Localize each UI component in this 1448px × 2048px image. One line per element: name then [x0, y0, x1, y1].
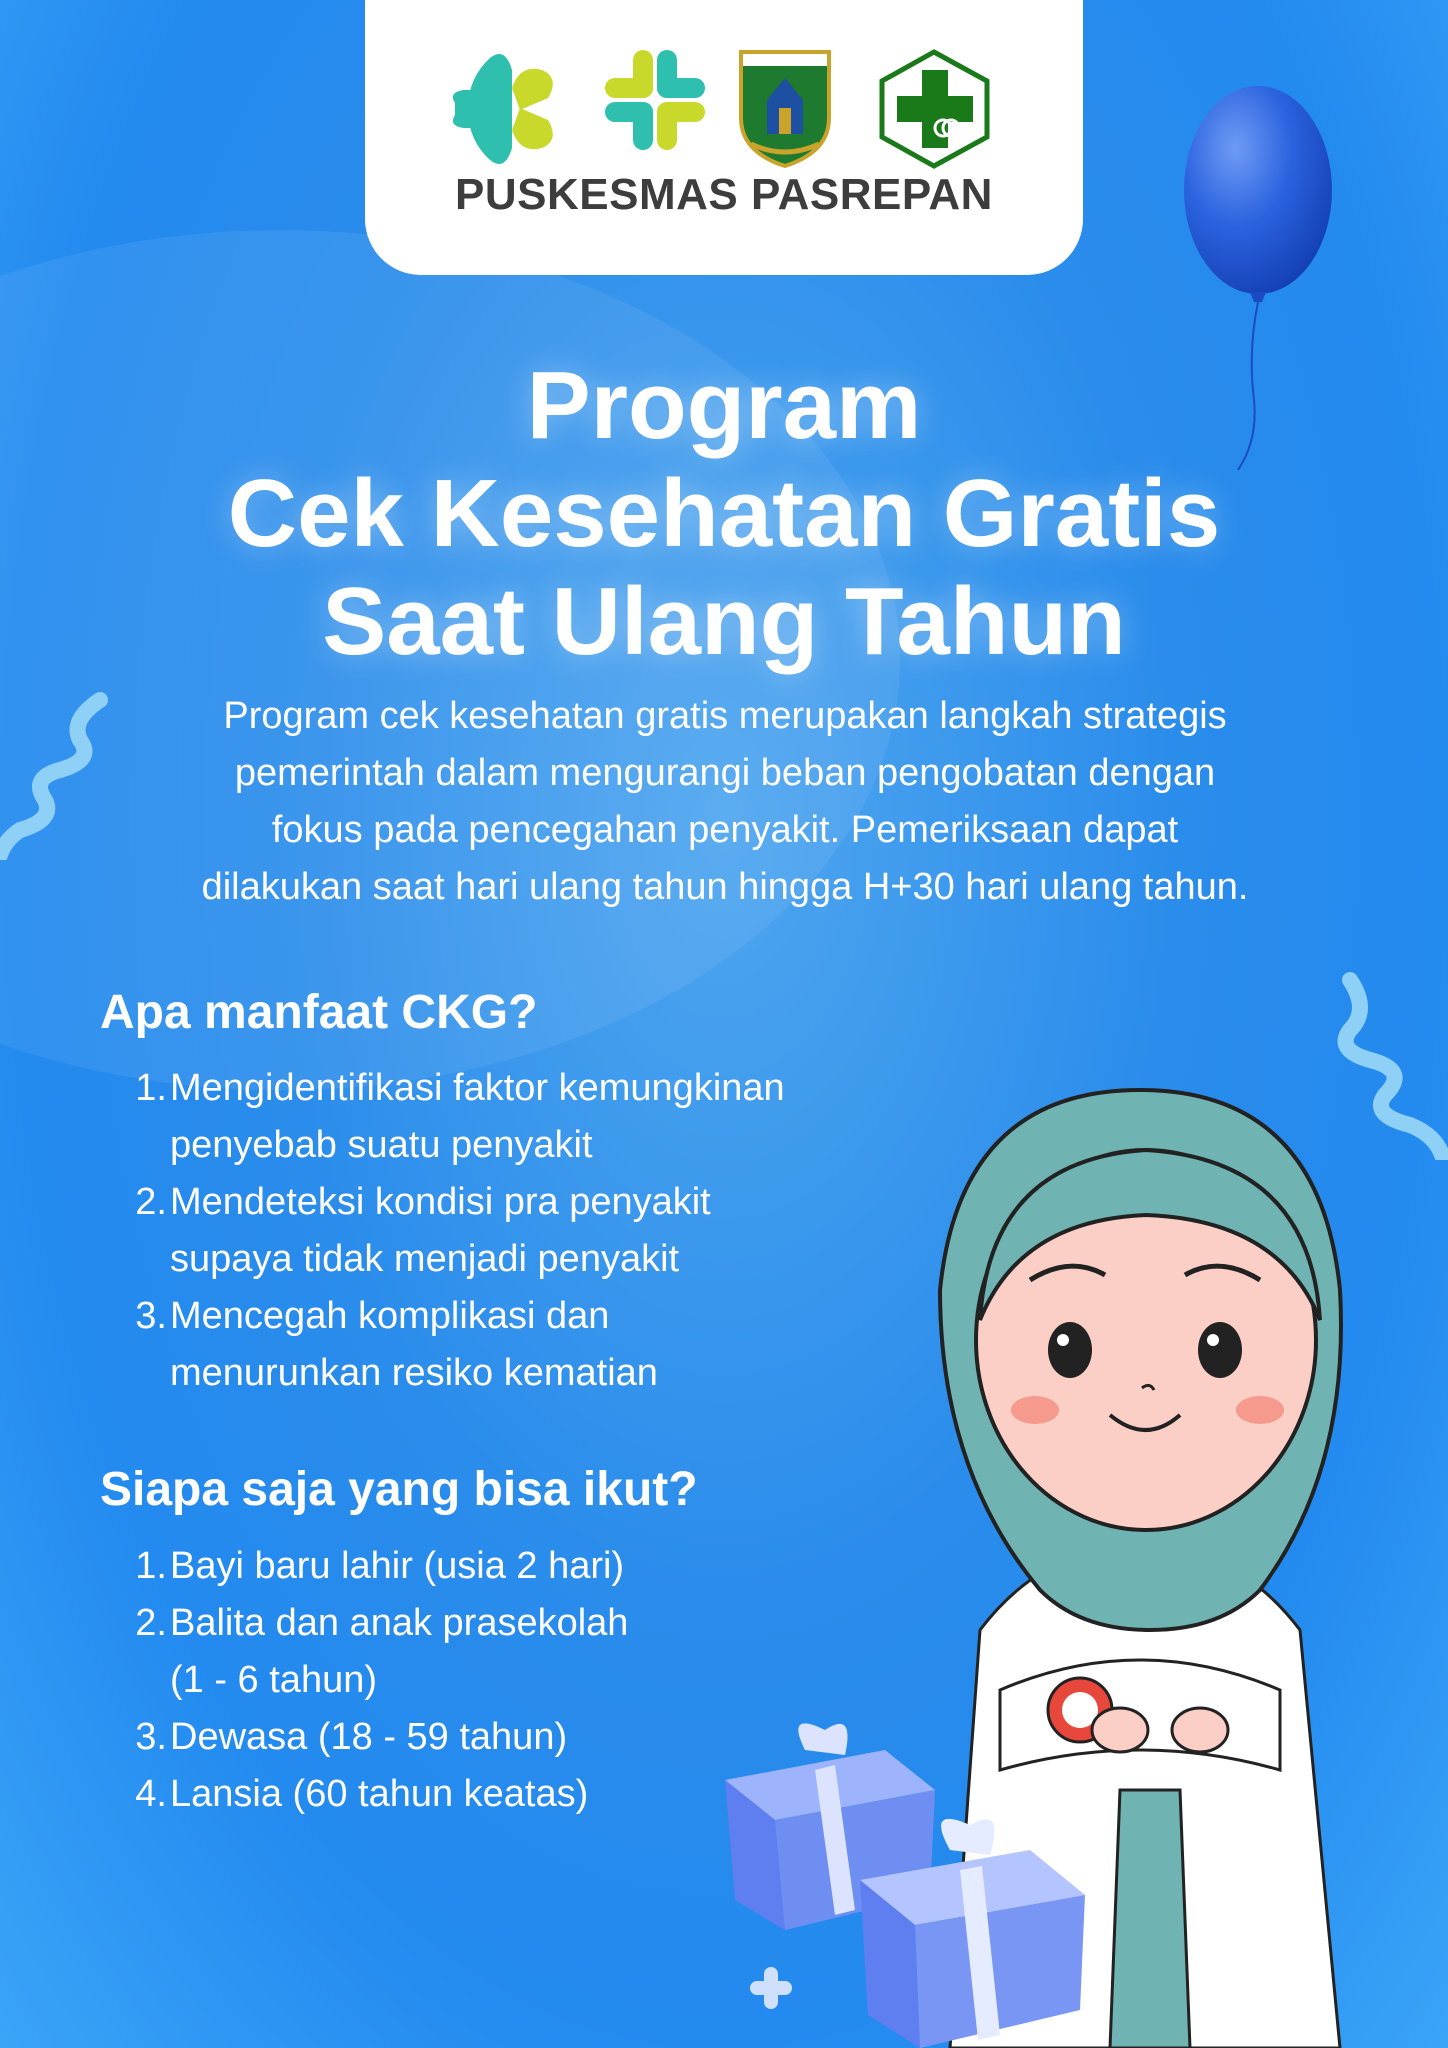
intro-paragraph [95, 688, 1355, 916]
list-item-text: (1 - 6 tahun) [170, 1659, 377, 1701]
benefits-list [125, 1060, 925, 1402]
gift-box-icon [840, 1800, 1100, 2048]
list-number: 1. [135, 1545, 167, 1587]
list-number: 3. [135, 1716, 167, 1758]
page-title [0, 352, 1448, 676]
list-item [125, 1288, 925, 1402]
list-item-text: Dewasa (18 - 59 tahun) [170, 1716, 568, 1758]
intro-line-4: dilakukan saat hari ulang tahun hingga H+30 hari ulang tahun. [201, 866, 1249, 908]
list-item-text: Mencegah komplikasi dan [170, 1295, 610, 1337]
list-item [125, 1060, 925, 1174]
list-item-text: Mendeteksi kondisi pra penyakit [170, 1181, 711, 1223]
eligibility-heading: Siapa saja yang bisa ikut? [100, 1463, 698, 1516]
title-line-1: Program [526, 352, 922, 459]
list-number: 3. [135, 1295, 167, 1337]
benefits-heading: Apa manfaat CKG? [100, 986, 538, 1039]
list-item-text: menurunkan resiko kematian [170, 1352, 658, 1394]
list-item [125, 1174, 925, 1288]
puskesmas-logo-icon [877, 48, 992, 170]
list-item-text: Balita dan anak prasekolah [170, 1602, 629, 1644]
logo-row [365, 48, 1083, 170]
list-item-text: Bayi baru lahir (usia 2 hari) [170, 1545, 625, 1587]
kabupaten-pasuruan-emblem-icon [737, 48, 833, 168]
ribbon-streamer-icon [0, 690, 110, 860]
list-number: 2. [135, 1181, 167, 1223]
title-line-3: Saat Ulang Tahun [322, 568, 1126, 675]
list-item-text: Mengidentifikasi faktor kemungkinan [170, 1067, 785, 1109]
header-card [365, 0, 1083, 275]
list-item-text: Lansia (60 tahun keatas) [170, 1773, 589, 1815]
intro-line-3: fokus pada pencegahan penyakit. Pemeriksaan dapat [271, 809, 1179, 851]
list-item [125, 1595, 925, 1709]
intro-line-2: pemerintah dalam mengurangi beban pengobatan dengan [234, 752, 1216, 794]
intro-line-1: Program cek kesehatan gratis merupakan langkah strategis [223, 695, 1227, 737]
healthy-cross-logo-icon [603, 48, 707, 152]
list-number: 2. [135, 1602, 167, 1644]
list-item-text: penyebab suatu penyakit [170, 1124, 593, 1166]
sparkle-cross-icon [748, 1965, 794, 2011]
organization-name: PUSKESMAS PASREPAN [455, 170, 993, 219]
title-line-2: Cek Kesehatan Gratis [227, 460, 1221, 567]
list-item [125, 1538, 925, 1595]
list-item-text: supaya tidak menjadi penyakit [170, 1238, 680, 1280]
kemenkes-logo-icon [450, 48, 565, 170]
list-number: 1. [135, 1067, 167, 1109]
list-number: 4. [135, 1773, 167, 1815]
